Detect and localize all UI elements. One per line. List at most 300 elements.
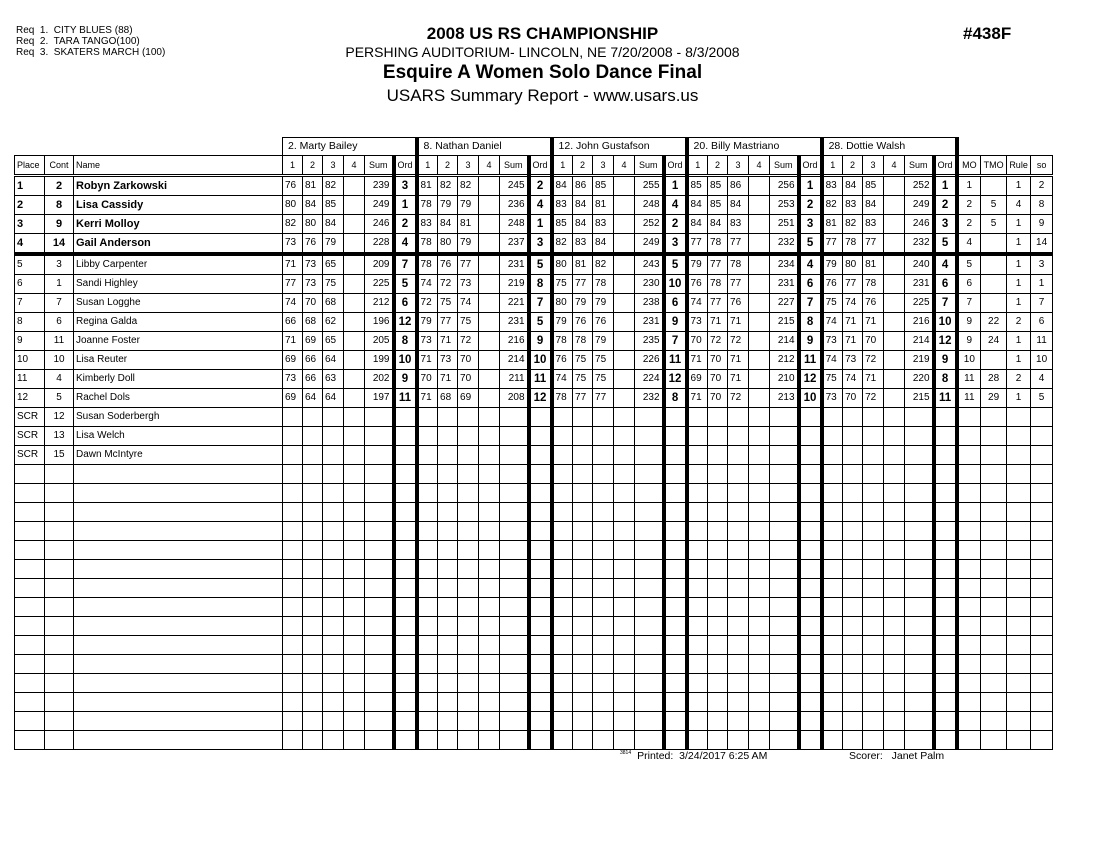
tmo-cell: 29 [981,389,1007,408]
event-title: Esquire A Women Solo Dance Final [382,62,703,83]
judge-score-cell [479,465,500,484]
judge-score-cell: 85 [687,176,708,196]
tmo-cell [981,617,1007,636]
judge-score-cell [843,465,863,484]
judge-score-cell [479,446,500,465]
cont-cell [45,465,74,484]
judge-score-cell [283,522,303,541]
judge-score-cell [417,636,438,655]
judge-score-cell [728,541,749,560]
judge-score-cell [458,579,479,598]
judge-score-cell [573,541,593,560]
empty-row [15,541,1053,560]
judge-score-cell [417,674,438,693]
judge-ordinal-cell: 9 [394,370,417,389]
judge-score-cell: 83 [728,215,749,234]
skater-name-cell: Susan Soderbergh [74,408,283,427]
judge-score-cell [728,446,749,465]
judge-score-cell [438,560,458,579]
judge-score-cell [344,275,365,294]
cont-cell [45,560,74,579]
judge-score-cell [884,196,905,215]
judge-score-cell: 76 [552,351,573,370]
result-row [15,351,1053,370]
judge-score-cell [303,617,323,636]
page-code: 3814 [620,750,632,756]
judge-header-row [15,138,1053,156]
judge-ordinal-cell: 1 [394,196,417,215]
judge-ordinal-cell [529,598,552,617]
judge-score-cell [283,427,303,446]
judge-score-cell [573,522,593,541]
tmo-cell [981,522,1007,541]
judge-sum-cell [635,712,664,731]
skater-name-cell [74,655,283,674]
judge-score-cell: 78 [708,234,728,255]
tmo-cell [981,176,1007,196]
judge-score-cell [552,560,573,579]
judge-score-cell: 79 [822,254,843,275]
judge-score-cell [843,427,863,446]
judge-sum-cell [635,446,664,465]
judge-sum-cell [770,693,799,712]
empty-row [15,484,1053,503]
judge-score-cell: 70 [458,370,479,389]
judge-score-cell: 84 [573,196,593,215]
judge-score-cell: 80 [283,196,303,215]
judge-sum-cell: 248 [500,215,529,234]
judge-score-cell [863,731,884,750]
judge-score-cell [884,541,905,560]
judge-ordinal-cell [394,484,417,503]
judge-ordinal-cell: 9 [799,332,822,351]
judge-score-cell [614,215,635,234]
judge-sum-cell: 240 [905,254,934,275]
judge-score-cell: 84 [863,196,884,215]
cont-cell: 3 [45,254,74,275]
result-row [15,234,1053,255]
judge-score-cell [303,655,323,674]
judge-score-cell [479,598,500,617]
judge-score-cell [749,636,770,655]
judge-score-cell [749,332,770,351]
judge-score-cell: 69 [283,389,303,408]
judge-score-cell [438,465,458,484]
event-number: #438F [963,24,1012,43]
judge-score-cell: 71 [843,313,863,332]
tmo-cell [981,636,1007,655]
judge-score-cell [552,427,573,446]
judge-score-cell [344,176,365,196]
judge-score-cell [479,541,500,560]
report-title-block [290,24,795,106]
judge-score-cell [593,541,614,560]
mo-cell: 11 [957,389,981,408]
judge-score-cell: 68 [303,313,323,332]
col-header-name: Name [74,156,283,176]
judge-sum-cell [635,503,664,522]
judge-score-cell [479,579,500,598]
skater-name-cell: Dawn McIntyre [74,446,283,465]
col-header-judge1-3: 3 [323,156,344,176]
judge-ordinal-cell [529,522,552,541]
so-cell [1031,465,1053,484]
place-cell [15,465,45,484]
so-cell: 14 [1031,234,1053,255]
scorer-label: Scorer: [849,750,883,762]
so-cell: 7 [1031,294,1053,313]
skater-name-cell [74,579,283,598]
judge-sum-cell: 225 [365,275,394,294]
skater-name-cell: Kerri Molloy [74,215,283,234]
judge-ordinal-cell [529,579,552,598]
judge-ordinal-cell [799,446,822,465]
judge-ordinal-cell [934,503,957,522]
mo-cell: 11 [957,370,981,389]
col-header-judge5-3: 3 [863,156,884,176]
place-cell [15,598,45,617]
judge-score-cell: 82 [593,254,614,275]
judge-score-cell [884,234,905,255]
judge-score-cell: 74 [458,294,479,313]
judge-score-cell: 79 [687,254,708,275]
judge-ordinal-cell [664,465,687,484]
judge-score-cell: 70 [708,370,728,389]
judge-sum-cell [500,503,529,522]
judge-score-cell: 69 [687,370,708,389]
judge-score-cell [728,560,749,579]
judge-sum-cell [905,503,934,522]
judge-score-cell [344,234,365,255]
so-cell [1031,560,1053,579]
cont-cell: 1 [45,275,74,294]
judge-ordinal-cell: 6 [799,275,822,294]
judge-ordinal-cell [664,598,687,617]
judge-sum-cell: 208 [500,389,529,408]
judge-sum-cell [500,655,529,674]
cont-cell [45,541,74,560]
judge-score-cell [303,712,323,731]
judge-score-cell [593,503,614,522]
judge-score-cell: 84 [593,234,614,255]
tmo-cell [981,655,1007,674]
judge-score-cell [303,693,323,712]
judge-ordinal-cell: 10 [664,275,687,294]
judge-score-cell: 77 [843,275,863,294]
judge-sum-cell [770,408,799,427]
judge-score-cell [323,465,344,484]
judge-score-cell [458,617,479,636]
judge-ordinal-cell [799,655,822,674]
judge-ordinal-cell: 3 [799,215,822,234]
judge-sum-cell [365,712,394,731]
judge-score-cell: 85 [593,176,614,196]
judge-score-cell [614,370,635,389]
judge-score-cell: 78 [417,254,438,275]
mo-cell: 5 [957,254,981,275]
judge-score-cell [573,636,593,655]
judge-score-cell: 82 [323,176,344,196]
judge-sum-cell [635,560,664,579]
judge-sum-cell [500,712,529,731]
judge-score-cell: 86 [573,176,593,196]
so-cell [1031,446,1053,465]
judge-score-cell [344,617,365,636]
judge-score-cell [614,560,635,579]
judge-score-cell [479,215,500,234]
judge-ordinal-cell [394,427,417,446]
mo-cell [957,503,981,522]
skater-name-cell [74,503,283,522]
judge-score-cell [573,560,593,579]
judge-ordinal-cell: 11 [529,370,552,389]
judge-score-cell [863,636,884,655]
col-header-judge1-sum: Sum [365,156,394,176]
judge-sum-cell [635,408,664,427]
col-header-judge3-ord: Ord [664,156,687,176]
judge-score-cell [863,522,884,541]
judge-sum-cell [365,465,394,484]
judge-score-cell [687,674,708,693]
judge-sum-cell: 249 [365,196,394,215]
judge-sum-cell: 221 [500,294,529,313]
rule-cell [1007,636,1031,655]
judge-score-cell [749,196,770,215]
judge-score-cell: 80 [438,234,458,255]
judge-sum-cell [905,598,934,617]
judge-score-cell: 81 [593,196,614,215]
judge-score-cell: 74 [552,370,573,389]
judge-ordinal-cell: 8 [799,313,822,332]
judge-sum-cell [365,541,394,560]
judge-sum-cell [770,655,799,674]
place-cell [15,636,45,655]
rule-cell [1007,541,1031,560]
tmo-cell [981,254,1007,275]
cont-cell: 6 [45,313,74,332]
empty-row [15,655,1053,674]
judge-sum-cell [635,636,664,655]
tmo-cell [981,351,1007,370]
judge-score-cell [283,484,303,503]
empty-row [15,693,1053,712]
judge-score-cell: 76 [687,275,708,294]
tmo-cell [981,693,1007,712]
judge-score-cell: 81 [573,254,593,275]
judge-ordinal-cell [664,484,687,503]
judge-ordinal-cell: 3 [394,176,417,196]
judge-score-cell [822,598,843,617]
judge-score-cell [749,275,770,294]
mo-cell [957,560,981,579]
judge-score-cell [728,636,749,655]
judge-score-cell [687,693,708,712]
result-row [15,215,1053,234]
cont-cell: 7 [45,294,74,313]
judge-score-cell [749,560,770,579]
col-header-judge2-ord: Ord [529,156,552,176]
judge-score-cell [344,370,365,389]
skater-name-cell: Lisa Reuter [74,351,283,370]
judge-score-cell [728,484,749,503]
skater-name-cell [74,731,283,750]
judge-score-cell: 75 [822,294,843,313]
judge-score-cell: 70 [708,351,728,370]
judge-score-cell [458,655,479,674]
judge-sum-cell [770,579,799,598]
judge-score-cell: 77 [593,389,614,408]
cont-cell: 11 [45,332,74,351]
judge-score-cell [323,655,344,674]
judge-sum-cell [635,484,664,503]
judge-sum-cell [500,465,529,484]
judge-sum-cell: 239 [365,176,394,196]
judge-name: 2. Marty Bailey [283,138,417,156]
judge-score-cell: 73 [303,275,323,294]
judge-sum-cell [365,655,394,674]
judge-score-cell [573,598,593,617]
judge-score-cell [884,522,905,541]
judge-score-cell [573,503,593,522]
judge-score-cell [884,617,905,636]
empty-row [15,598,1053,617]
judge-ordinal-cell [394,408,417,427]
rule-cell [1007,408,1031,427]
judge-score-cell [749,731,770,750]
judge-sum-cell [365,579,394,598]
judge-score-cell: 77 [283,275,303,294]
judge-ordinal-cell: 12 [529,389,552,408]
result-row [15,176,1053,196]
judge-ordinal-cell [529,712,552,731]
judge-score-cell [822,484,843,503]
judge-score-cell: 70 [708,389,728,408]
judge-score-cell: 83 [573,234,593,255]
judge-score-cell [593,465,614,484]
judge-score-cell [687,408,708,427]
judge-score-cell [344,503,365,522]
judge-ordinal-cell [799,674,822,693]
judge-score-cell: 75 [323,275,344,294]
rule-cell: 1 [1007,215,1031,234]
judge-score-cell: 75 [593,351,614,370]
judge-ordinal-cell: 7 [934,294,957,313]
judge-sum-cell: 196 [365,313,394,332]
judge-sum-cell: 238 [635,294,664,313]
judge-score-cell [417,579,438,598]
judge-sum-cell: 214 [905,332,934,351]
judge-ordinal-cell: 5 [799,234,822,255]
so-cell [1031,655,1053,674]
judge-ordinal-cell [934,598,957,617]
judge-ordinal-cell [664,655,687,674]
result-row [15,427,1053,446]
judge-score-cell: 84 [687,215,708,234]
judge-score-cell [728,617,749,636]
judge-sum-cell: 212 [365,294,394,313]
skater-name-cell: Sandi Highley [74,275,283,294]
judge-ordinal-cell [529,674,552,693]
judge-sum-cell [905,465,934,484]
judge-score-cell [863,712,884,731]
judge-ordinal-cell [934,427,957,446]
judge-score-cell [822,427,843,446]
judge-score-cell: 78 [843,234,863,255]
judge-score-cell [884,215,905,234]
judge-score-cell [552,598,573,617]
judge-sum-cell: 232 [770,234,799,255]
rule-cell [1007,484,1031,503]
empty-row [15,731,1053,750]
judge-sum-cell: 199 [365,351,394,370]
judge-score-cell [344,332,365,351]
judge-score-cell [438,655,458,674]
judge-score-cell [708,408,728,427]
judge-ordinal-cell: 7 [664,332,687,351]
judge-sum-cell: 224 [635,370,664,389]
judge-sum-cell [905,484,934,503]
judge-score-cell [344,484,365,503]
judge-score-cell [323,522,344,541]
judge-score-cell [283,541,303,560]
judge-score-cell [417,408,438,427]
judge-ordinal-cell [664,579,687,598]
judge-ordinal-cell [934,636,957,655]
judge-ordinal-cell [394,598,417,617]
judge-sum-cell [500,579,529,598]
judge-score-cell [728,712,749,731]
judge-score-cell: 64 [323,389,344,408]
rule-cell: 1 [1007,332,1031,351]
judge-sum-cell: 248 [635,196,664,215]
judge-score-cell [614,294,635,313]
judge-score-cell [728,465,749,484]
judge-sum-cell: 231 [635,313,664,332]
judge-sum-cell [365,522,394,541]
judge-score-cell: 79 [417,313,438,332]
judge-score-cell [479,294,500,313]
judge-score-cell [283,617,303,636]
judge-score-cell [303,427,323,446]
judge-ordinal-cell [394,731,417,750]
judge-sum-cell [770,465,799,484]
col-header-judge5-ord: Ord [934,156,957,176]
judge-sum-cell: 252 [635,215,664,234]
judge-score-cell: 84 [323,215,344,234]
judge-ordinal-cell: 8 [529,275,552,294]
col-header-judge5-1: 1 [822,156,843,176]
judge-score-cell [573,655,593,674]
judge-score-cell [749,427,770,446]
judge-score-cell [303,598,323,617]
judge-score-cell [344,560,365,579]
judge-score-cell: 75 [552,275,573,294]
judge-score-cell [458,503,479,522]
judge-score-cell [884,560,905,579]
judge-score-cell [687,446,708,465]
empty-row [15,503,1053,522]
judge-score-cell [863,674,884,693]
scorer-value: Janet Palm [891,750,945,762]
col-header-judge4-4: 4 [749,156,770,176]
cont-cell [45,617,74,636]
judge-score-cell: 78 [863,275,884,294]
judge-score-cell [283,731,303,750]
judge-score-cell [458,522,479,541]
judge-score-cell [438,674,458,693]
judge-score-cell [593,655,614,674]
judge-score-cell [614,446,635,465]
